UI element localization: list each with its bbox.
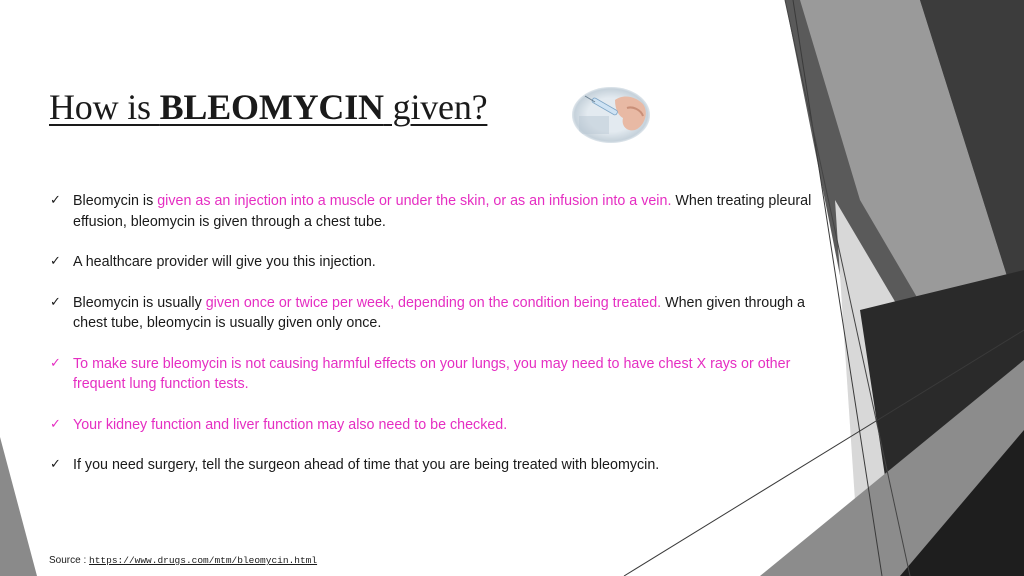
left-wedge-shape xyxy=(0,437,37,576)
checkmark-icon: ✓ xyxy=(50,254,61,269)
source-label: Source : xyxy=(49,555,90,566)
checkmark-icon: ✓ xyxy=(50,193,61,208)
checkmark-icon: ✓ xyxy=(50,416,61,432)
source-note xyxy=(49,555,317,566)
checkmark-icon: ✓ xyxy=(50,294,61,310)
list-item: ✓ To make sure bleomycin is not causing harmful effects on your lungs, you may need to have chest X rays or other frequent lung function tests. xyxy=(50,355,791,392)
checkmark-icon: ✓ xyxy=(50,355,61,371)
list-item: ✓ If you need surgery, tell the surgeon ahead of time that you are being treated with bleomycin. xyxy=(50,455,820,476)
title-emphasis: BLEOMYCIN xyxy=(159,87,384,127)
list-item: ✓ Bleomycin is given as an injection into a muscle or under the skin, or as an infusion into a vein. When treating pleural effusion, bleomycin is given through a chest tube. xyxy=(50,193,812,230)
checkmark-icon: ✓ xyxy=(50,457,61,472)
syringe-photo xyxy=(571,86,651,144)
source-link[interactable]: https://www.drugs.com/mtm/bleomycin.html xyxy=(89,555,318,566)
slide-title: How is BLEOMYCIN given? xyxy=(49,87,488,127)
list-item: ✓ A healthcare provider will give you this injection. xyxy=(50,252,820,273)
list-item: ✓ Your kidney function and liver function may also need to be checked. xyxy=(50,415,820,436)
bullet-list xyxy=(50,191,820,476)
list-item: ✓ Bleomycin is usually given once or twice per week, depending on the condition being treated. When given through a chest tube, bleomycin is usually given only once. xyxy=(50,294,805,331)
